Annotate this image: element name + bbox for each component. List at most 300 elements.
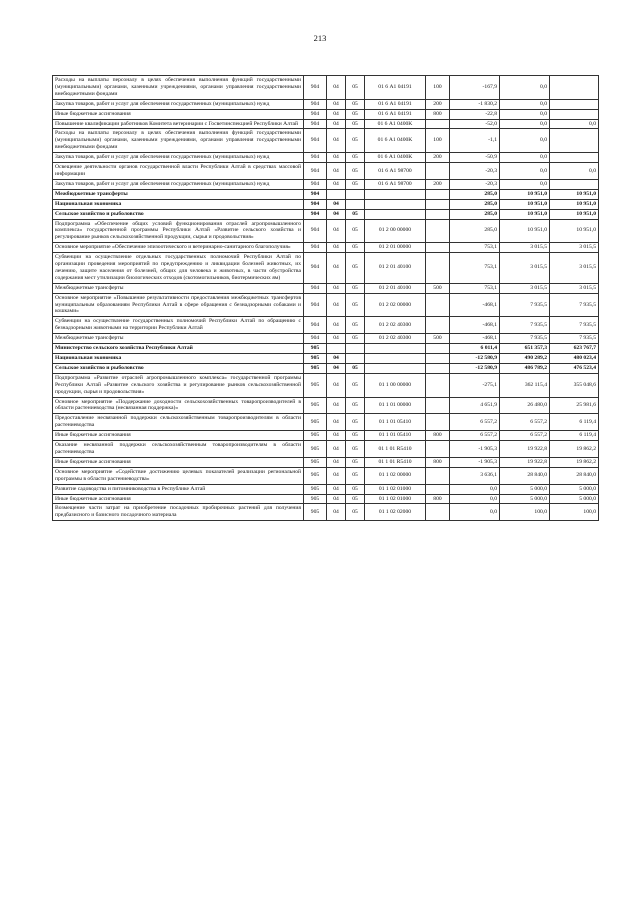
target-article-cell: 01 6 А1 0400K xyxy=(365,153,426,163)
target-article-cell: 01 1 01 00000 xyxy=(365,397,426,414)
amount-year-2-cell: 100,0 xyxy=(500,504,550,521)
amount-year-2-cell: 6 557,2 xyxy=(500,431,550,441)
target-article-cell: 01 1 01 05410 xyxy=(365,431,426,441)
table-row xyxy=(53,199,599,209)
amount-year-2-cell: 0,0 xyxy=(500,76,550,100)
amount-change-cell: 285,0 xyxy=(450,189,500,199)
expense-type-cell: 100 xyxy=(426,76,450,100)
subsection-code-cell: 05 xyxy=(346,219,365,243)
section-code-cell: 04 xyxy=(327,363,346,373)
amount-change-cell: -50,9 xyxy=(450,153,500,163)
table-row xyxy=(53,283,599,293)
table-row xyxy=(53,253,599,284)
section-code-cell: 04 xyxy=(327,209,346,219)
section-code-cell: 04 xyxy=(327,317,346,334)
subsection-code-cell: 05 xyxy=(346,431,365,441)
amount-year-2-cell: 19 922,8 xyxy=(500,457,550,467)
section-code-cell: 04 xyxy=(327,484,346,494)
ministry-code-cell: 904 xyxy=(304,209,327,219)
subsection-code-cell: 05 xyxy=(346,373,365,397)
amount-year-3-cell: 623 767,7 xyxy=(550,344,599,354)
target-article-cell: 01 6 А1 04191 xyxy=(365,76,426,100)
ministry-code-cell: 905 xyxy=(304,484,327,494)
amount-year-2-cell: 486 789,2 xyxy=(500,363,550,373)
section-code-cell: 04 xyxy=(327,219,346,243)
subsection-code-cell xyxy=(346,189,365,199)
expense-type-cell xyxy=(426,373,450,397)
table-row xyxy=(53,209,599,219)
amount-change-cell: -275,1 xyxy=(450,373,500,397)
ministry-code-cell: 904 xyxy=(304,153,327,163)
ministry-code-cell: 905 xyxy=(304,467,327,484)
expense-type-cell xyxy=(426,219,450,243)
ministry-code-cell: 905 xyxy=(304,431,327,441)
row-name-cell: Возмещение части затрат на приобретение посадочных пробирочных растений для получения предбазисного и базисного посадочного материала xyxy=(53,504,304,521)
amount-year-3-cell: 28 840,0 xyxy=(550,467,599,484)
amount-year-2-cell: 7 935,5 xyxy=(500,334,550,344)
table-row xyxy=(53,441,599,458)
section-code-cell: 04 xyxy=(327,414,346,431)
table-row xyxy=(53,189,599,199)
subsection-code-cell: 05 xyxy=(346,129,365,153)
target-article-cell: 01 1 01 R5410 xyxy=(365,441,426,458)
expense-type-cell xyxy=(426,414,450,431)
target-article-cell: 01 2 02 40300 xyxy=(365,317,426,334)
target-article-cell: 01 1 02 00000 xyxy=(365,467,426,484)
amount-year-3-cell: 10 951,0 xyxy=(550,189,599,199)
target-article-cell: 01 6 А1 98700 xyxy=(365,163,426,180)
section-code-cell: 04 xyxy=(327,179,346,189)
expense-type-cell xyxy=(426,467,450,484)
table-row xyxy=(53,219,599,243)
amount-change-cell: 285,0 xyxy=(450,219,500,243)
ministry-code-cell: 905 xyxy=(304,373,327,397)
target-article-cell: 01 2 02 00000 xyxy=(365,293,426,317)
row-name-cell: Иные бюджетные ассигнования xyxy=(53,494,304,504)
subsection-code-cell: 05 xyxy=(346,441,365,458)
amount-year-2-cell: 3 015,5 xyxy=(500,283,550,293)
row-name-cell: Межбюджетные трансферты xyxy=(53,283,304,293)
amount-year-2-cell: 10 951,0 xyxy=(500,209,550,219)
section-code-cell xyxy=(327,344,346,354)
row-name-cell: Оказание несвязанной поддержки сельскохозяйственным товаропроизводителям в области растениеводства xyxy=(53,441,304,458)
expense-type-cell: 800 xyxy=(426,494,450,504)
ministry-code-cell: 905 xyxy=(304,457,327,467)
ministry-code-cell: 904 xyxy=(304,317,327,334)
amount-change-cell: 4 651,9 xyxy=(450,397,500,414)
amount-change-cell: 6 557,2 xyxy=(450,431,500,441)
ministry-code-cell: 904 xyxy=(304,219,327,243)
amount-year-2-cell: 0,0 xyxy=(500,153,550,163)
target-article-cell: 01 1 01 05410 xyxy=(365,414,426,431)
ministry-code-cell: 904 xyxy=(304,253,327,284)
table-row xyxy=(53,163,599,180)
amount-change-cell: 6 557,2 xyxy=(450,414,500,431)
table-row xyxy=(53,99,599,109)
amount-change-cell: -52,0 xyxy=(450,119,500,129)
section-code-cell: 04 xyxy=(327,504,346,521)
subsection-code-cell: 05 xyxy=(346,457,365,467)
amount-change-cell: 0,0 xyxy=(450,484,500,494)
section-code-cell: 04 xyxy=(327,76,346,100)
amount-year-3-cell: 25 981,6 xyxy=(550,397,599,414)
amount-year-3-cell xyxy=(550,153,599,163)
expense-type-cell xyxy=(426,363,450,373)
amount-year-2-cell: 0,0 xyxy=(500,179,550,189)
amount-year-3-cell: 476 523,4 xyxy=(550,363,599,373)
amount-year-3-cell: 3 015,5 xyxy=(550,283,599,293)
expense-type-cell xyxy=(426,199,450,209)
amount-change-cell: 285,0 xyxy=(450,199,500,209)
amount-year-3-cell: 19 862,2 xyxy=(550,441,599,458)
amount-change-cell: -1 905,3 xyxy=(450,441,500,458)
ministry-code-cell: 904 xyxy=(304,99,327,109)
expense-type-cell xyxy=(426,209,450,219)
section-code-cell: 04 xyxy=(327,129,346,153)
table-row xyxy=(53,431,599,441)
subsection-code-cell: 05 xyxy=(346,293,365,317)
amount-year-2-cell: 5 000,0 xyxy=(500,494,550,504)
amount-year-2-cell: 19 922,8 xyxy=(500,441,550,458)
subsection-code-cell: 05 xyxy=(346,99,365,109)
table-row xyxy=(53,317,599,334)
row-name-cell: Межбюджетные трансферты xyxy=(53,334,304,344)
ministry-code-cell: 905 xyxy=(304,397,327,414)
subsection-code-cell: 05 xyxy=(346,363,365,373)
subsection-code-cell: 05 xyxy=(346,414,365,431)
row-name-cell: Основное мероприятие «Обеспечение эпизоотического и ветеринарно-санитарного благополучия» xyxy=(53,243,304,253)
section-code-cell: 04 xyxy=(327,243,346,253)
amount-year-2-cell: 0,0 xyxy=(500,129,550,153)
ministry-code-cell: 904 xyxy=(304,293,327,317)
amount-year-3-cell: 100,0 xyxy=(550,504,599,521)
expense-type-cell: 500 xyxy=(426,283,450,293)
target-article-cell xyxy=(365,363,426,373)
subsection-code-cell: 05 xyxy=(346,467,365,484)
amount-year-3-cell xyxy=(550,129,599,153)
section-code-cell: 04 xyxy=(327,397,346,414)
expense-type-cell: 200 xyxy=(426,153,450,163)
expense-type-cell xyxy=(426,189,450,199)
row-name-cell: Закупка товаров, работ и услуг для обеспечения государственных (муниципальных) нужд xyxy=(53,179,304,189)
row-name-cell: Повышение квалификации работников Комитета ветеринарии с Госветинспекцией Республики Алтай xyxy=(53,119,304,129)
amount-year-2-cell: 7 935,5 xyxy=(500,317,550,334)
ministry-code-cell: 905 xyxy=(304,363,327,373)
amount-year-3-cell: 5 000,0 xyxy=(550,494,599,504)
table-row xyxy=(53,397,599,414)
ministry-code-cell: 904 xyxy=(304,199,327,209)
amount-change-cell: -20,3 xyxy=(450,179,500,189)
amount-year-3-cell: 3 015,5 xyxy=(550,253,599,284)
target-article-cell: 01 2 01 00000 xyxy=(365,243,426,253)
target-article-cell xyxy=(365,344,426,354)
amount-change-cell: 0,0 xyxy=(450,504,500,521)
row-name-cell: Сельское хозяйство и рыболовство xyxy=(53,209,304,219)
amount-year-2-cell: 10 951,0 xyxy=(500,199,550,209)
ministry-code-cell: 904 xyxy=(304,119,327,129)
table-row xyxy=(53,484,599,494)
target-article-cell: 01 1 02 01000 xyxy=(365,484,426,494)
amount-year-3-cell: 7 935,5 xyxy=(550,334,599,344)
ministry-code-cell: 904 xyxy=(304,243,327,253)
table-row xyxy=(53,373,599,397)
ministry-code-cell: 904 xyxy=(304,179,327,189)
ministry-code-cell: 904 xyxy=(304,109,327,119)
row-name-cell: Расходы на выплаты персоналу в целях обеспечения выполнения функций государственными (муниципальными) органами, казенными учреждениями, органами управления государственными внебюджетными фондами xyxy=(53,76,304,100)
expense-type-cell xyxy=(426,163,450,180)
section-code-cell: 04 xyxy=(327,99,346,109)
table-row xyxy=(53,494,599,504)
section-code-cell: 04 xyxy=(327,441,346,458)
row-name-cell: Подпрограмма «Развитие отраслей агропромышленного комплекса» государственной программы Республики Алтай «Развитие сельского хозяйства и регулирование рынков сельскохозяйственной продукции, сырья и продовольствия» xyxy=(53,373,304,397)
ministry-code-cell: 904 xyxy=(304,283,327,293)
table-row xyxy=(53,354,599,364)
row-name-cell: Субвенции на осуществление отдельных государственных полномочий Республики Алтай по организации проведения мероприятий по предупреждению и ликвидации болезней животных, их лечению, защите населения от болезней, общих для человека и животных, в части обустройства содержания мест утилизации биологических отходов (скотомогильников, биотермических ям) xyxy=(53,253,304,284)
expense-type-cell xyxy=(426,441,450,458)
target-article-cell: 01 6 А1 04191 xyxy=(365,109,426,119)
table-row xyxy=(53,334,599,344)
expense-type-cell xyxy=(426,253,450,284)
subsection-code-cell: 05 xyxy=(346,253,365,284)
amount-change-cell: 753,1 xyxy=(450,243,500,253)
table-row xyxy=(53,457,599,467)
amount-year-2-cell: 0,0 xyxy=(500,163,550,180)
row-name-cell: Подпрограмма «Обеспечение общих условий функционирования отраслей агропромышленного комплекса» государственной программы Республики Алтай «Развитие сельского хозяйства и регулирование рынков сельскохозяйственной продукции, сырья и продовольствия» xyxy=(53,219,304,243)
expense-type-cell xyxy=(426,397,450,414)
section-code-cell: 04 xyxy=(327,199,346,209)
subsection-code-cell xyxy=(346,199,365,209)
amount-year-3-cell: 6 119,4 xyxy=(550,414,599,431)
amount-year-3-cell xyxy=(550,99,599,109)
amount-year-2-cell: 10 951,0 xyxy=(500,189,550,199)
section-code-cell: 04 xyxy=(327,253,346,284)
expense-type-cell xyxy=(426,354,450,364)
target-article-cell: 01 6 А1 0400K xyxy=(365,129,426,153)
target-article-cell: 01 6 А1 98700 xyxy=(365,179,426,189)
subsection-code-cell: 05 xyxy=(346,179,365,189)
subsection-code-cell: 05 xyxy=(346,243,365,253)
expense-type-cell xyxy=(426,484,450,494)
expense-type-cell: 100 xyxy=(426,129,450,153)
table-row xyxy=(53,119,599,129)
target-article-cell: 01 1 01 R5410 xyxy=(365,457,426,467)
amount-year-3-cell xyxy=(550,109,599,119)
row-name-cell: Расходы на выплаты персоналу в целях обеспечения выполнения функций государственными (муниципальными) органами, казенными учреждениями, органами управления государственными внебюджетными фондами xyxy=(53,129,304,153)
expense-type-cell xyxy=(426,243,450,253)
subsection-code-cell xyxy=(346,344,365,354)
row-name-cell: Основное мероприятие «Содействие достижению целевых показателей реализации региональной программы в области растениеводства» xyxy=(53,467,304,484)
amount-year-2-cell: 3 015,5 xyxy=(500,253,550,284)
expense-type-cell: 800 xyxy=(426,109,450,119)
section-code-cell: 04 xyxy=(327,467,346,484)
subsection-code-cell: 05 xyxy=(346,119,365,129)
section-code-cell: 04 xyxy=(327,334,346,344)
amount-year-3-cell: 10 951,0 xyxy=(550,199,599,209)
expense-type-cell xyxy=(426,317,450,334)
amount-change-cell: -12 580,9 xyxy=(450,363,500,373)
table-row xyxy=(53,109,599,119)
amount-year-3-cell: 19 862,2 xyxy=(550,457,599,467)
subsection-code-cell: 05 xyxy=(346,484,365,494)
row-name-cell: Основное мероприятие «Поддержание доходности сельскохозяйственных товаропроизводителей в области растениеводства (несвязанная поддержка)» xyxy=(53,397,304,414)
ministry-code-cell: 905 xyxy=(304,414,327,431)
page-number: 213 xyxy=(313,33,327,43)
subsection-code-cell: 05 xyxy=(346,163,365,180)
expense-type-cell xyxy=(426,119,450,129)
row-name-cell: Сельское хозяйство и рыболовство xyxy=(53,363,304,373)
section-code-cell: 04 xyxy=(327,431,346,441)
ministry-code-cell: 905 xyxy=(304,494,327,504)
expense-type-cell: 800 xyxy=(426,431,450,441)
amount-change-cell: -468,1 xyxy=(450,293,500,317)
target-article-cell xyxy=(365,199,426,209)
section-code-cell xyxy=(327,189,346,199)
amount-year-2-cell: 651 357,3 xyxy=(500,344,550,354)
expense-type-cell xyxy=(426,293,450,317)
expense-type-cell xyxy=(426,344,450,354)
amount-change-cell: -468,1 xyxy=(450,317,500,334)
target-article-cell xyxy=(365,189,426,199)
section-code-cell: 04 xyxy=(327,494,346,504)
subsection-code-cell: 05 xyxy=(346,397,365,414)
amount-year-2-cell: 7 935,5 xyxy=(500,293,550,317)
amount-year-3-cell: 10 951,0 xyxy=(550,209,599,219)
target-article-cell: 01 2 01 40100 xyxy=(365,283,426,293)
row-name-cell: Развитие садоводства и питомниководства в Республике Алтай xyxy=(53,484,304,494)
section-code-cell: 04 xyxy=(327,457,346,467)
section-code-cell: 04 xyxy=(327,283,346,293)
subsection-code-cell: 05 xyxy=(346,494,365,504)
amount-year-2-cell: 0,0 xyxy=(500,119,550,129)
amount-change-cell: -20,3 xyxy=(450,163,500,180)
row-name-cell: Национальная экономика xyxy=(53,199,304,209)
subsection-code-cell: 05 xyxy=(346,153,365,163)
amount-change-cell: 753,1 xyxy=(450,253,500,284)
ministry-code-cell: 904 xyxy=(304,76,327,100)
amount-year-2-cell: 0,0 xyxy=(500,109,550,119)
subsection-code-cell: 05 xyxy=(346,504,365,521)
section-code-cell: 04 xyxy=(327,373,346,397)
ministry-code-cell: 905 xyxy=(304,504,327,521)
amount-year-3-cell xyxy=(550,179,599,189)
amount-year-3-cell xyxy=(550,76,599,100)
target-article-cell xyxy=(365,209,426,219)
row-name-cell: Субвенции на осуществление государственных полномочий Республики Алтай по обращению с безнадзорными животными на территории Республики Алтай xyxy=(53,317,304,334)
ministry-code-cell: 904 xyxy=(304,334,327,344)
amount-year-3-cell: 355 048,6 xyxy=(550,373,599,397)
amount-year-3-cell: 0,0 xyxy=(550,119,599,129)
row-name-cell: Предоставление несвязанной поддержки сельскохозяйственным товаропроизводителям в области растениеводства xyxy=(53,414,304,431)
expense-type-cell: 500 xyxy=(426,334,450,344)
section-code-cell: 04 xyxy=(327,163,346,180)
table-row xyxy=(53,76,599,100)
amount-change-cell: -468,1 xyxy=(450,334,500,344)
section-code-cell: 04 xyxy=(327,109,346,119)
target-article-cell: 01 1 00 00000 xyxy=(365,373,426,397)
expense-type-cell: 200 xyxy=(426,99,450,109)
target-article-cell: 01 2 02 40300 xyxy=(365,334,426,344)
table-row xyxy=(53,467,599,484)
amount-change-cell: -22,8 xyxy=(450,109,500,119)
row-name-cell: Освещение деятельности органов государственной власти Республики Алтай в средствах массовой информации xyxy=(53,163,304,180)
table-row xyxy=(53,504,599,521)
table-row xyxy=(53,344,599,354)
target-article-cell: 01 1 02 01000 xyxy=(365,494,426,504)
subsection-code-cell: 05 xyxy=(346,334,365,344)
subsection-code-cell: 05 xyxy=(346,109,365,119)
amount-year-3-cell: 5 000,0 xyxy=(550,484,599,494)
row-name-cell: Основное мероприятие «Повышение результативности предоставления межбюджетных трансфертов муниципальным образованиям Республики Алтай в сфере обращения с безнадзорными собаками и кошками» xyxy=(53,293,304,317)
row-name-cell: Закупка товаров, работ и услуг для обеспечения государственных (муниципальных) нужд xyxy=(53,99,304,109)
row-name-cell: Министерство сельского хозяйства Республики Алтай xyxy=(53,344,304,354)
amount-change-cell: 285,0 xyxy=(450,209,500,219)
row-name-cell: Закупка товаров, работ и услуг для обеспечения государственных (муниципальных) нужд xyxy=(53,153,304,163)
table-row xyxy=(53,129,599,153)
amount-year-2-cell: 490 289,2 xyxy=(500,354,550,364)
ministry-code-cell: 904 xyxy=(304,163,327,180)
amount-year-3-cell: 10 951,0 xyxy=(550,219,599,243)
target-article-cell: 01 2 01 40100 xyxy=(365,253,426,284)
amount-year-3-cell: 6 119,4 xyxy=(550,431,599,441)
table-row xyxy=(53,153,599,163)
row-name-cell: Национальная экономика xyxy=(53,354,304,364)
amount-year-2-cell: 5 000,0 xyxy=(500,484,550,494)
target-article-cell: 01 6 А1 0400K xyxy=(365,119,426,129)
ministry-code-cell: 905 xyxy=(304,354,327,364)
amount-year-3-cell: 0,0 xyxy=(550,163,599,180)
ministry-code-cell: 905 xyxy=(304,344,327,354)
subsection-code-cell: 05 xyxy=(346,209,365,219)
target-article-cell: 01 2 00 00000 xyxy=(365,219,426,243)
section-code-cell: 04 xyxy=(327,153,346,163)
amount-year-2-cell: 6 557,2 xyxy=(500,414,550,431)
ministry-code-cell: 904 xyxy=(304,129,327,153)
table-row xyxy=(53,179,599,189)
ministry-code-cell: 904 xyxy=(304,189,327,199)
amount-year-2-cell: 0,0 xyxy=(500,99,550,109)
section-code-cell: 04 xyxy=(327,119,346,129)
row-name-cell: Иные бюджетные ассигнования xyxy=(53,431,304,441)
section-code-cell: 04 xyxy=(327,293,346,317)
subsection-code-cell xyxy=(346,354,365,364)
amount-year-2-cell: 362 115,4 xyxy=(500,373,550,397)
expense-type-cell: 800 xyxy=(426,457,450,467)
table-row xyxy=(53,293,599,317)
amount-change-cell: 753,1 xyxy=(450,283,500,293)
amount-change-cell: -167,9 xyxy=(450,76,500,100)
subsection-code-cell: 05 xyxy=(346,76,365,100)
table-row xyxy=(53,363,599,373)
target-article-cell: 01 6 А1 04191 xyxy=(365,99,426,109)
amount-year-3-cell: 7 935,5 xyxy=(550,293,599,317)
table-row xyxy=(53,243,599,253)
section-code-cell: 04 xyxy=(327,354,346,364)
amount-year-2-cell: 3 015,5 xyxy=(500,243,550,253)
amount-change-cell: -1 905,3 xyxy=(450,457,500,467)
row-name-cell: Иные бюджетные ассигнования xyxy=(53,457,304,467)
row-name-cell: Иные бюджетные ассигнования xyxy=(53,109,304,119)
ministry-code-cell: 905 xyxy=(304,441,327,458)
amount-change-cell: -1,1 xyxy=(450,129,500,153)
amount-change-cell: 3 636,1 xyxy=(450,467,500,484)
expense-type-cell xyxy=(426,504,450,521)
amount-year-3-cell: 7 935,5 xyxy=(550,317,599,334)
amount-year-2-cell: 26 480,0 xyxy=(500,397,550,414)
amount-change-cell: -1 830,2 xyxy=(450,99,500,109)
amount-change-cell: 0,0 xyxy=(450,494,500,504)
amount-year-2-cell: 28 840,0 xyxy=(500,467,550,484)
amount-change-cell: -12 580,9 xyxy=(450,354,500,364)
